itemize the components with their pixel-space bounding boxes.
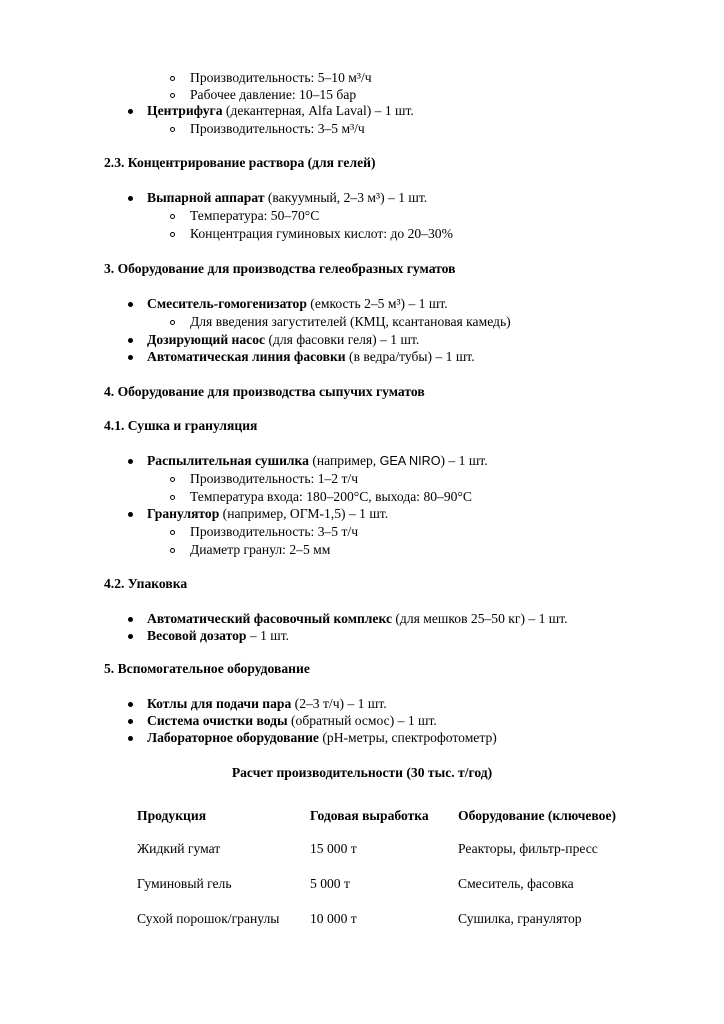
list-item: Выпарной аппарат (вакуумный, 2–3 м³) – 1 шт. [147,190,428,205]
list-item: Производительность: 3–5 т/ч [190,524,359,539]
sub-bullet [170,477,175,482]
bullet [128,719,133,724]
table-header: Продукция [137,808,207,823]
section-heading: 5. Вспомогательное оборудование [104,661,310,676]
table-cell: 15 000 т [310,841,357,856]
section-heading: 4.2. Упаковка [104,576,188,591]
table-cell: 5 000 т [310,876,350,891]
table-cell: 10 000 т [310,911,357,926]
list-item: Распылительная сушилка (например, GEA NIRO) – 1 шт. [147,453,488,468]
list-item: Котлы для подачи пара (2–3 т/ч) – 1 шт. [147,696,387,711]
list-item: Концентрация гуминовых кислот: до 20–30% [190,226,453,241]
bullet [128,109,133,114]
list-item: Производительность: 5–10 м³/ч [190,70,372,85]
bullet [128,459,133,464]
bullet [128,512,133,517]
section-heading: 3. Оборудование для производства гелеобразных гуматов [104,261,456,276]
sub-bullet [170,76,175,81]
section-heading: 4. Оборудование для производства сыпучих гуматов [104,384,425,399]
list-item: Для введения загустителей (КМЦ, ксантановая камедь) [190,314,511,329]
list-item: Весовой дозатор – 1 шт. [147,628,290,643]
list-item: Гранулятор (например, ОГМ-1,5) – 1 шт. [147,506,389,521]
sub-bullet [170,548,175,553]
sub-bullet [170,320,175,325]
sub-bullet [170,127,175,132]
list-item: Автоматический фасовочный комплекс (для мешков 25–50 кг) – 1 шт. [147,611,568,626]
bullet [128,617,133,622]
table-cell: Реакторы, фильтр-пресс [458,841,598,856]
bullet [128,702,133,707]
list-item: Температура входа: 180–200°C, выхода: 80–90°C [190,489,472,504]
list-item: Диаметр гранул: 2–5 мм [190,542,331,557]
bullet [128,196,133,201]
table-cell: Смеситель, фасовка [458,876,574,891]
section-heading: 2.3. Концентрирование раствора (для гелей) [104,155,376,170]
bullet [128,736,133,741]
bullet [128,634,133,639]
list-item: Рабочее давление: 10–15 бар [190,87,357,102]
list-item: Система очистки воды (обратный осмос) – 1 шт. [147,713,437,728]
list-item: Лабораторное оборудование (pH-метры, спектрофотометр) [147,730,497,745]
list-item: Смеситель-гомогенизатор (емкость 2–5 м³) – 1 шт. [147,296,448,311]
table-cell: Гуминовый гель [137,876,232,891]
bullet [128,355,133,360]
sub-bullet [170,530,175,535]
list-item: Температура: 50–70°C [190,208,320,223]
sub-bullet [170,495,175,500]
list-item: Центрифуга (декантерная, Alfa Laval) – 1 шт. [147,103,414,118]
bullet [128,338,133,343]
table-cell: Жидкий гумат [137,841,221,856]
bullet [128,302,133,307]
list-item: Автоматическая линия фасовки (в ведра/тубы) – 1 шт. [147,349,475,364]
sub-bullet [170,93,175,98]
sub-bullet [170,232,175,237]
table-cell: Сухой порошок/гранулы [137,911,280,926]
table-cell: Сушилка, гранулятор [458,911,582,926]
table-header: Годовая выработка [310,808,429,823]
table-title: Расчет производительности (30 тыс. т/год) [231,765,493,780]
list-item: Дозирующий насос (для фасовки геля) – 1 шт. [147,332,420,347]
list-item: Производительность: 1–2 т/ч [190,471,359,486]
sub-bullet [170,214,175,219]
table-header: Оборудование (ключевое) [458,808,617,823]
list-item: Производительность: 3–5 м³/ч [190,121,365,136]
section-heading: 4.1. Сушка и грануляция [104,418,258,433]
